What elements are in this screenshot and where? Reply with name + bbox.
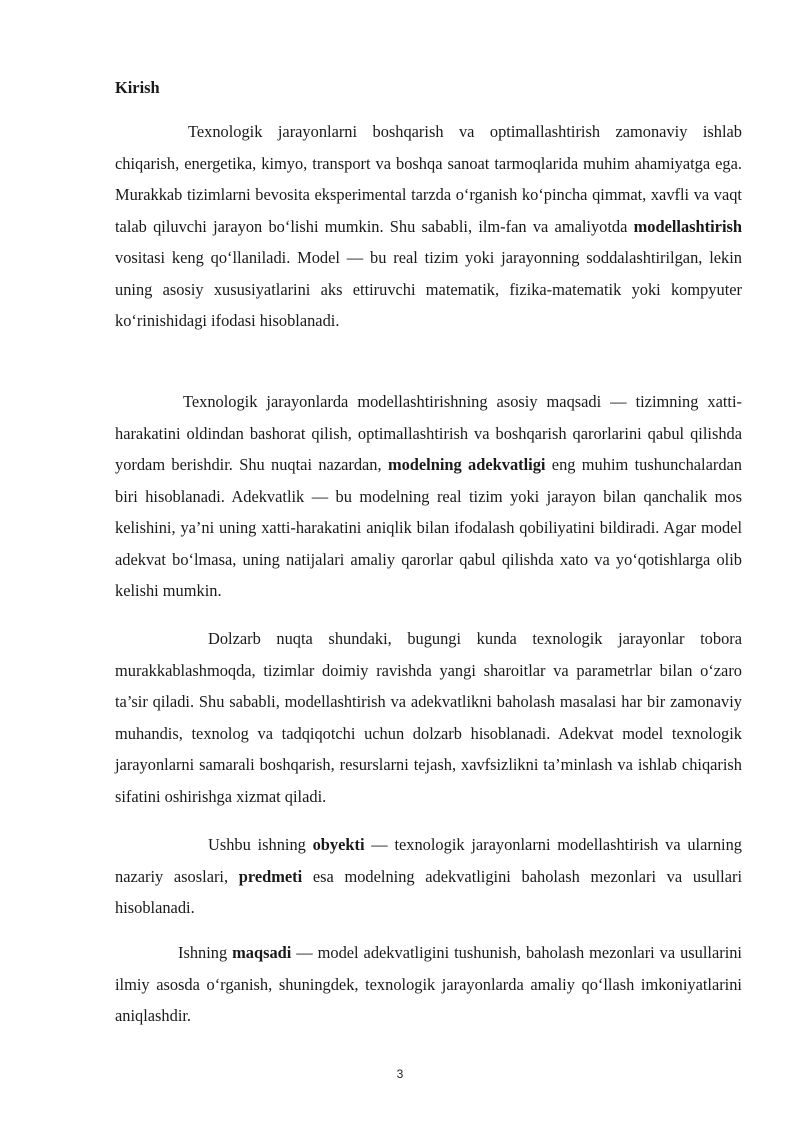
bold-term-maqsadi: maqsadi xyxy=(232,943,292,962)
paragraph-text: eng muhim tushunchalardan biri hisoblanadi. Adekvatlik — bu modelning real tizim yoki jarayon bilan qanchalik mos kelishini, ya’ni uning xatti-harakatini aniqlik bilan ifodalash qobiliyatini bildiradi. Agar model adekvat bo‘lmasa, uning natijalari amaliy qarorlar qabul qilishda xato va yo‘qotishlarga olib kelishi mumkin. xyxy=(115,455,743,600)
paragraph-modelling-purpose xyxy=(115,386,742,607)
paragraph-introduction xyxy=(115,116,742,337)
paragraph-text: vositasi keng qo‘llaniladi. Model — bu real tizim yoki jarayonning soddalashtirilgan, lekin uning asosiy xususiyatlarini aks ettiruvchi matematik, fizika-matematik yoki kompyuter ko‘rinishidagi ifodasi hisoblanadi. xyxy=(115,248,742,330)
bold-term-obyekti: obyekti xyxy=(312,835,365,854)
bold-term-adekvatlik: modelning adekvatligi xyxy=(387,455,546,474)
paragraph-text: esa modelning adekvatligini baholash mezonlari va usullari hisoblanadi. xyxy=(115,866,742,917)
paragraph-text: Texnologik jarayonlarda modellashtirishning asosiy maqsadi — tizimning xatti-harakatini oldindan bashorat qilish, optimallashtirish va boshqarish qarorlarini qabul qilishda yordam berishdir. Shu nuqtai nazardan, xyxy=(115,392,742,474)
paragraph-text: Dolzarb nuqta shundaki, bugungi kunda texnologik jarayonlar tobora murakkablashmoqda, tizimlar doimiy ravishda yangi sharoitlar va parametrlar bilan o‘zaro ta’sir qiladi. Shu sababli, modellashtirish va adekvatlikni baholash masalasi har bir zamonaviy muhandis, texnolog va tadqiqotchi uchun dolzarb hisoblanadi. Adekvat model texnologik jarayonlarni samarali boshqarish, resurslarni tejash, xavfsizlikni ta’minlash va ishlab chiqarish sifatini oshirishga xizmat qiladi. xyxy=(115,629,742,806)
paragraph-text: — texnologik jarayonlarni modellashtirish va ularning nazariy asoslari, xyxy=(115,835,742,886)
paragraph-text: Texnologik jarayonlarni boshqarish va optimallashtirish zamonaviy ishlab chiqarish, energetika, kimyo, transport va boshqa sanoat tarmoqlarida muhim ahamiyatga ega. Murakkab tizimlarni bevosita eksperimental tarzda o‘rganish ko‘pincha qimmat, xavfli va vaqt talab qiluvchi jarayon bo‘lishi mumkin. Shu sababli, ilm-fan va amaliyotda xyxy=(115,122,742,236)
paragraph-text: Ushbu ishning xyxy=(208,835,313,854)
section-heading: Kirish xyxy=(115,78,160,97)
paragraph-text: Ishning xyxy=(178,943,233,962)
page-number: 3 xyxy=(396,1067,404,1081)
paragraph-object-subject xyxy=(115,829,742,924)
paragraph-text: — model adekvatligini tushunish, baholash mezonlari va usullarini ilmiy asosda o‘rganish, shuningdek, texnologik jarayonlarda amaliy qo‘llash imkoniyatlarini aniqlashdir. xyxy=(115,943,742,1025)
paragraph-relevance xyxy=(115,623,742,812)
bold-term-modellashtirish: modellashtirish xyxy=(633,216,742,236)
bold-term-predmeti: predmeti xyxy=(238,866,303,886)
paragraph-goal xyxy=(115,937,742,1032)
